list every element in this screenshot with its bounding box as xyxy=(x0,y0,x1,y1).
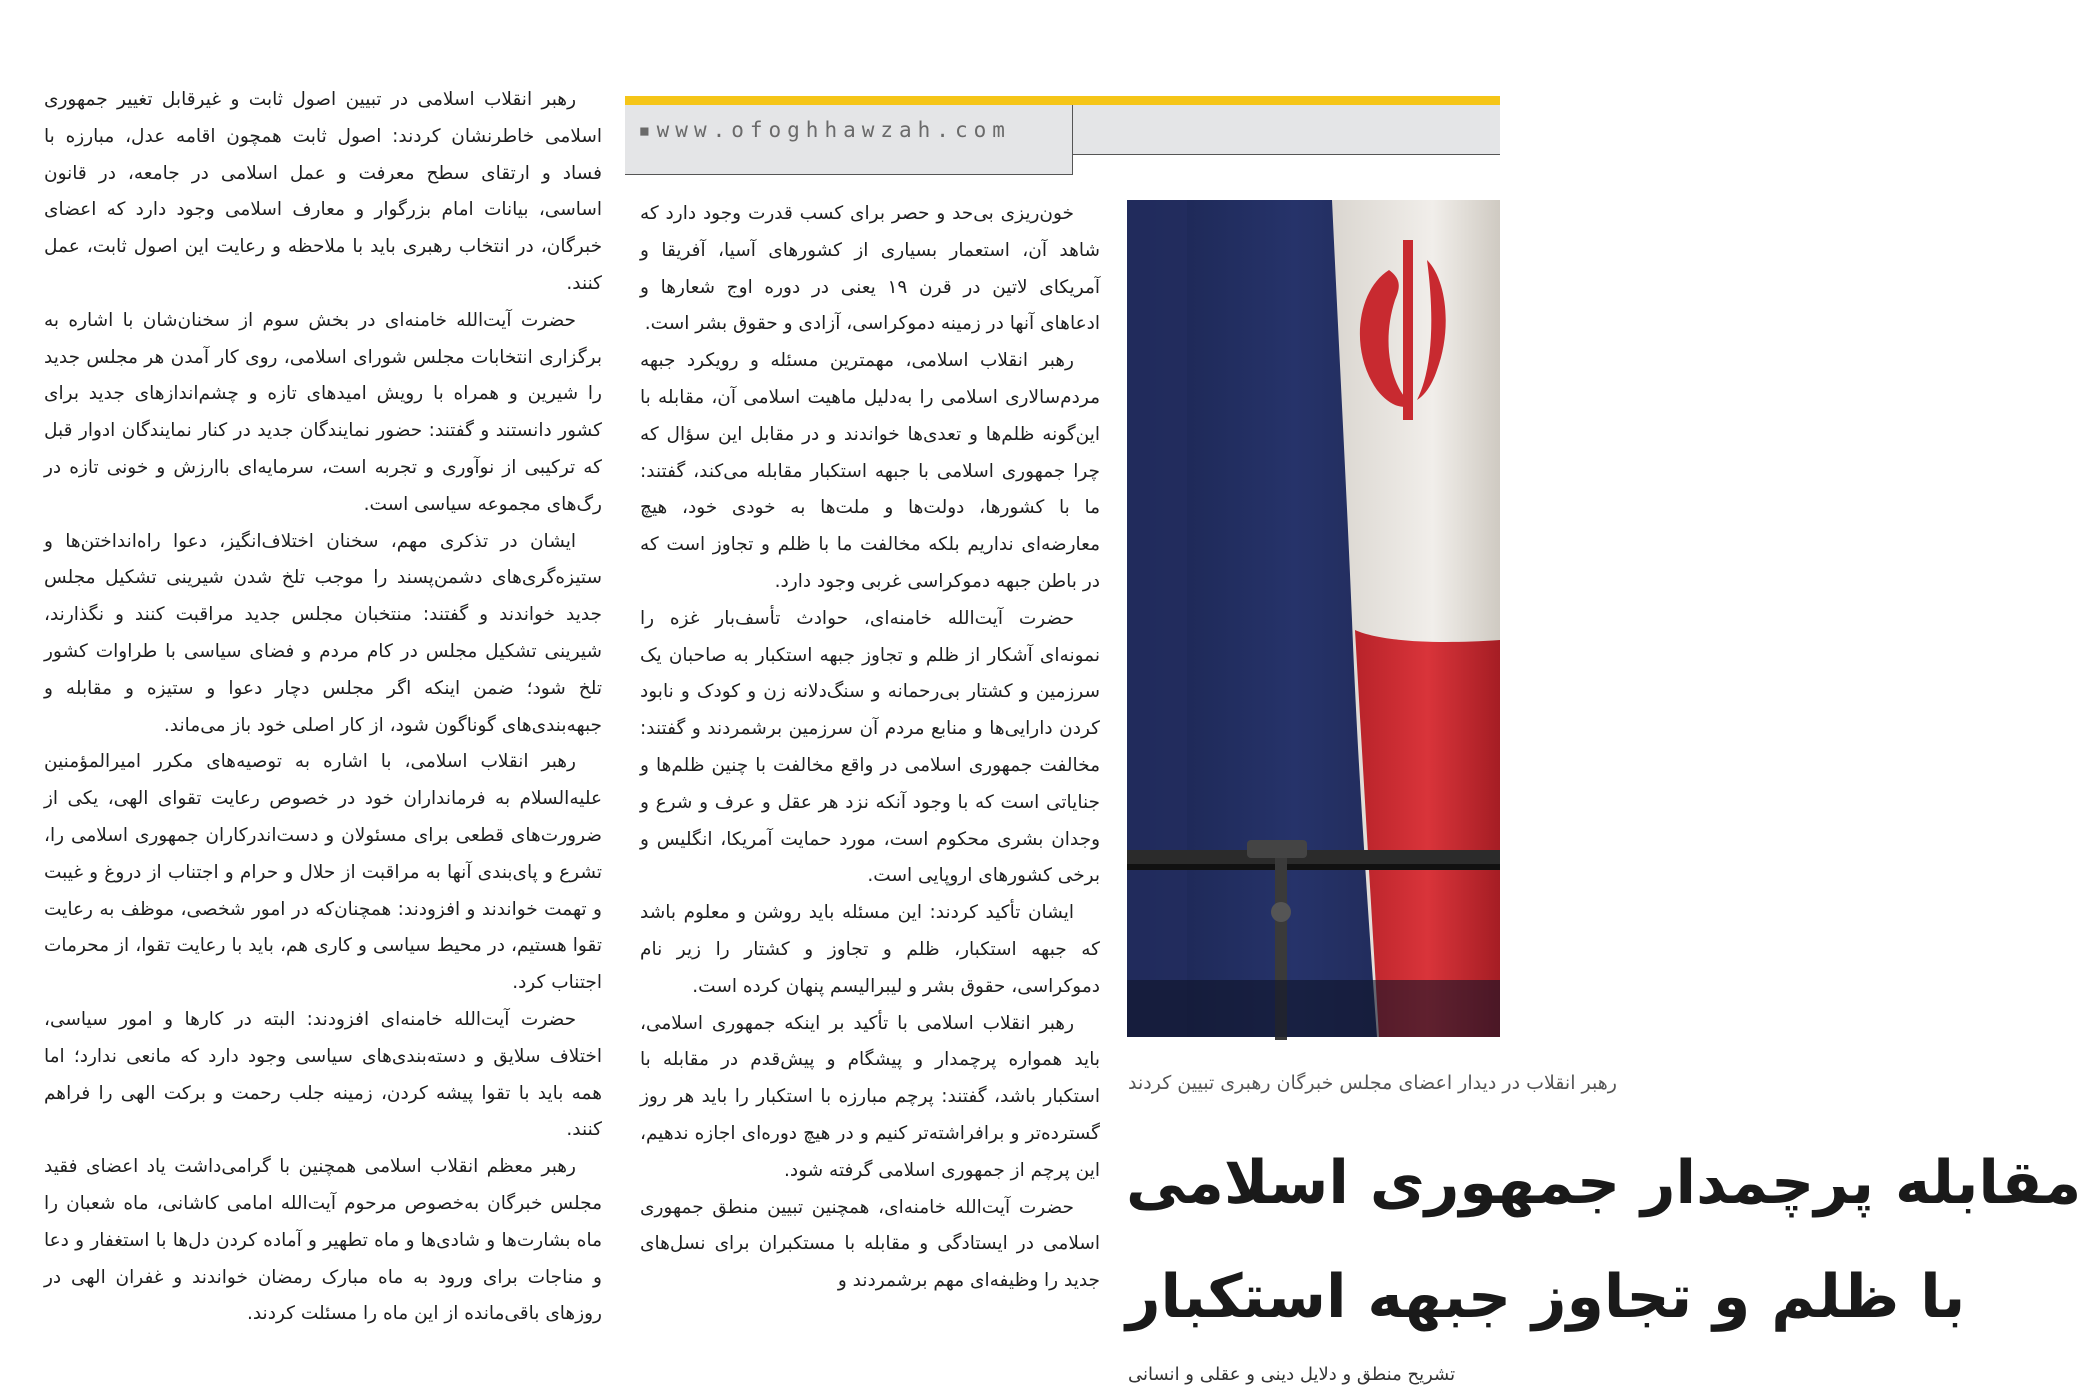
flag-photo-illustration xyxy=(1127,200,1500,1037)
article-paragraph: حضرت آیت‌الله خامنه‌ای، همچنین تبیین منطق جمهوری اسلامی در ایستادگی و مقابله با مستکبران برای نسل‌های جدید را وظیفه‌ای مهم برشمردند و xyxy=(640,1196,1100,1292)
article-paragraph: خون‌ریزی بی‌حد و حصر برای کسب قدرت وجود دارد که شاهد آن، استعمار بسیاری از کشورهای آسیا، آفریقا و آمریکای لاتین در قرن ۱۹ یعنی در دوره اوج شعارها و ادعاهای آنها در زمینه دموکراسی، آزادی و حقوق بشر است. xyxy=(640,203,1101,335)
photo-caption: رهبر انقلاب در دیدار اعضای مجلس خبرگان رهبری تبیین کردند xyxy=(1128,1072,1617,1094)
headline-line-2: با ظلم و تجاوز جبهه استکبار xyxy=(1126,1262,1966,1332)
article-paragraph: رهبر انقلاب اسلامی، مهمترین مسئله و رویکرد جبهه مردم‌سالاری اسلامی را به‌دلیل ماهیت اسلامی آن، مقابله با این‌گونه ظلم‌ها و تعدی‌ها خواندند و در مقابل این سؤال که چرا جمهوری اسلامی با جبهه استکبار مقابله می‌کند، گفتند: ما با کشورها، دولت‌ها و ملت‌ها به خودی خود، هیچ معارضه‌ای نداریم بلکه مخالفت ما با ظلم و تجاوز است که در باطن جبهه دموکراسی غربی وجود دارد. xyxy=(640,350,1100,592)
article-paragraph: حضرت آیت‌الله خامنه‌ای در بخش سوم از سخنان‌شان با اشاره به برگزاری انتخابات مجلس شورای اسلامی، روی کار آمدن هر مجلس جدید را شیرین و همراه با رویش امیدهای تازه و چشم‌اندازهای جدید برای کشور دانستند و گفتند: حضور نمایندگان جدید در کنار نمایندگان ادوار قبل که ترکیبی از نوآوری و تجربه است، سرمایه‌ای باارزش و خونی تازه در رگ‌های مجموعه سیاسی است. xyxy=(44,309,602,515)
article-column-middle xyxy=(640,196,1100,1300)
article-paragraph: رهبر معظم انقلاب اسلامی همچنین با گرامی‌داشت یاد اعضای فقید مجلس خبرگان به‌خصوص مرحوم آیت‌الله امامی کاشانی، ماه شعبان را ماه بشارت‌ها و شادی‌ها و ماه تطهیر و آماده کردن دل‌ها با استغفار و دعا و مناجات برای ورود به ماه مبارک رمضان خواندند و غفران الهی در روزهای باقی‌مانده از این ماه را مسئلت کردند. xyxy=(44,1156,602,1325)
article-paragraph: رهبر انقلاب اسلامی در تبیین اصول ثابت و غیرقابل تغییر جمهوری اسلامی خاطرنشان کردند: اصول ثابت همچون اقامه عدل، مبارزه با فساد و ارتقای سطح معرفت و عمل اسلامی در جامعه، در قانون اساسی، بیانات امام بزرگوار و معارف اسلامی وجود دارد که اعضای خبرگان، در انتخاب رهبری باید با ملاحظه و رعایت این اصول ثابت، عمل کنند. xyxy=(44,89,602,294)
article-paragraph: ایشان در تذکری مهم، سخنان اختلاف‌انگیز، دعوا راه‌انداختن‌ها و ستیزه‌گری‌های دشمن‌پسند را موجب تلخ شدن شیرینی تشکیل مجلس جدید خواندند و گفتند: منتخبان مجلس جدید مراقبت کنند و نگذارند، شیرینی تشکیل مجلس در کام مردم و فضای سیاسی با طراوات کشور تلخ شود؛ ضمن اینکه اگر مجلس دچار دعوا و ستیزه و مقابله و جبهه‌بندی‌های گوناگون شود، از کار اصلی خود باز می‌ماند. xyxy=(44,530,602,736)
article-photo xyxy=(1127,200,1500,1037)
article-column-left xyxy=(44,82,602,1333)
article-paragraph: رهبر انقلاب اسلامی با تأکید بر اینکه جمهوری اسلامی، باید همواره پرچمدار و پیشگام و پیش‌قدم در مقابله با استکبار باشد، گفتند: پرچم مبارزه با استکبار را باید هر روز گسترده‌تر و برافراشته‌تر کنیم و در هیچ دوره‌ای اجازه ندهیم، این پرچم از جمهوری اسلامی گرفته شود. xyxy=(640,1012,1100,1181)
banner-extension xyxy=(1073,105,1500,155)
article-paragraph: رهبر انقلاب اسلامی، با اشاره به توصیه‌های مکرر امیرالمؤمنین علیه‌السلام به فرمانداران خود در خصوص رعایت تقوای الهی، یکی از ضرورت‌های قطعی برای مسئولان و دست‌اندرکاران جمهوری اسلامی را، تشرع و پای‌بندی آنها به مراقبت از حلال و حرام و اجتناب از دروغ و غیبت و تهمت خواندند و افزودند: همچنان‌که در امور شخصی، موظف به رعایت تقوا هستیم، در محیط سیاسی و کاری هم، باید با رعایت تقوا، از محرمات اجتناب کرد. xyxy=(44,751,602,994)
article-paragraph: حضرت آیت‌الله خامنه‌ای، حوادث تأسف‌بار غزه را نمونه‌ای آشکار از ظلم و تجاوز جبهه استکبار به صاحبان یک سرزمین و کشتار بی‌رحمانه و سنگ‌دلانه زن و کودک و نابود کردن دارایی‌ها و منابع مردم آن سرزمین برشمردند و گفتند: مخالفت جمهوری اسلامی در واقع مخالفت با چنین ظلم‌ها و جنایاتی است که با وجود آنکه نزد هر عقل و عرف و شرع و وجدان بشری محکوم است، مورد حمایت آمریکا، انگلیس و برخی کشورهای اروپایی است. xyxy=(640,607,1100,887)
article-paragraph: ایشان تأکید کردند: این مسئله باید روشن و معلوم باشد که جبهه استکبار، ظلم و تجاوز و کشتار را زیر نام دموکراسی، حقوق بشر و لیبرالیسم پنهان کرده است. xyxy=(640,902,1100,997)
header-accent-bar xyxy=(625,96,1500,105)
site-url: ▪www.ofoghhawzah.com xyxy=(638,118,1011,142)
headline-line-1: مقابله پرچمدار جمهوری اسلامی xyxy=(1126,1148,2081,1218)
article-paragraph: حضرت آیت‌الله خامنه‌ای افزودند: البته در کارها و امور سیاسی، اختلاف سلایق و دسته‌بندی‌های سیاسی وجود دارد که مانعی ندارد؛ اما همه باید با تقوا پیشه کردن، زمینه جلب رحمت و برکت الهی را فراهم کنند. xyxy=(44,1008,602,1141)
headline-subtitle: تشریح منطق و دلایل دینی و عقلی و انسانی xyxy=(1128,1364,1456,1385)
